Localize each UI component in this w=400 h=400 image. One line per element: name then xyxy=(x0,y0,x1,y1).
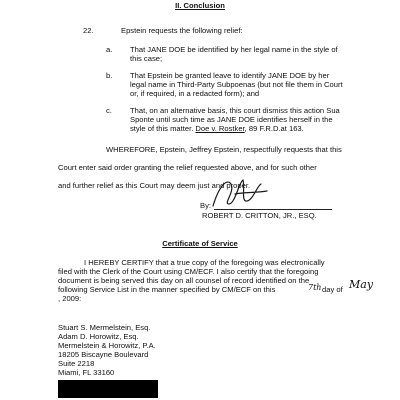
wherefore-line-2: Court enter said order granting the relief requested above, and for such other xyxy=(58,163,317,172)
certificate-day-of: day of xyxy=(322,285,343,294)
item-a-line-1: That JANE DOE be identified by her legal name in the style of xyxy=(130,45,338,54)
service-list-line: 18205 Biscayne Boulevard xyxy=(58,350,149,359)
paragraph-number: 22. xyxy=(83,26,94,35)
item-b-line-3: or, if required, in a redacted form); and xyxy=(130,89,260,98)
item-b-line-1: That Epstein be granted leave to identify JANE DOE by her xyxy=(130,71,330,80)
certificate-heading: Certificate of Service xyxy=(162,239,238,248)
service-list-line: Adam D. Horowitz, Esq. xyxy=(58,332,139,341)
certificate-line-4 xyxy=(58,285,275,294)
service-list-line: Stuart S. Mermelstein, Esq. xyxy=(58,323,151,332)
item-a-letter: a. xyxy=(106,45,113,54)
paragraph-intro: Epstein requests the following relief: xyxy=(121,26,243,35)
handwritten-signature xyxy=(205,174,275,212)
handwritten-day: 7th xyxy=(308,283,322,292)
redaction-bar xyxy=(58,380,158,398)
certificate-line-3: document is being served this day on all counsel of record identified on the xyxy=(58,276,310,285)
service-list-line: Miami, FL 33160 xyxy=(58,368,115,377)
wherefore-line-1: WHEREFORE, Epstein, Jeffrey Epstein, respectfully requests that this xyxy=(106,145,342,154)
citation-reporter: , 89 F.R.D.at 163. xyxy=(244,124,304,133)
item-b-line-2: legal name in Third-Party Subpoenas (but not file them in Court xyxy=(130,80,343,89)
signature-line xyxy=(214,209,332,210)
handwritten-month: May xyxy=(349,278,374,291)
item-a-line-2: this case; xyxy=(130,54,163,63)
service-list-line: Mermelstein & Horowitz, P.A. xyxy=(58,341,156,350)
item-c-line-3-prefix: style of this matter. xyxy=(130,124,196,133)
citation-case-name: Doe v. Rostker xyxy=(195,124,245,133)
certificate-year-line: , 2009: xyxy=(58,294,82,303)
certificate-line-2: filed with the Clerk of the Court using CM/ECF. I also certify that the foregoing xyxy=(58,267,319,276)
conclusion-heading: II. Conclusion xyxy=(175,1,225,10)
signer-name: ROBERT D. CRITTON, JR., ESQ. xyxy=(202,211,317,220)
wherefore-line-3: and further relief as this Court may deem just and proper. xyxy=(58,181,251,190)
item-b-letter: b. xyxy=(106,71,113,80)
service-list-line: Suite 2218 xyxy=(58,359,95,368)
item-c-line-3 xyxy=(130,124,304,133)
item-c-letter: c. xyxy=(106,106,112,115)
certificate-line-4-text: following Service List in the manner specified by CM/ECF on this xyxy=(58,285,276,294)
item-c-line-1: That, on an alternative basis, this court dismiss this action Sua xyxy=(130,106,340,115)
certificate-line-1: I HEREBY CERTIFY that a true copy of the foregoing was electronically xyxy=(84,258,325,267)
item-c-line-2: Sponte until such time as JANE DOE identifies herself in the xyxy=(130,115,333,124)
by-label: By: xyxy=(200,201,211,210)
